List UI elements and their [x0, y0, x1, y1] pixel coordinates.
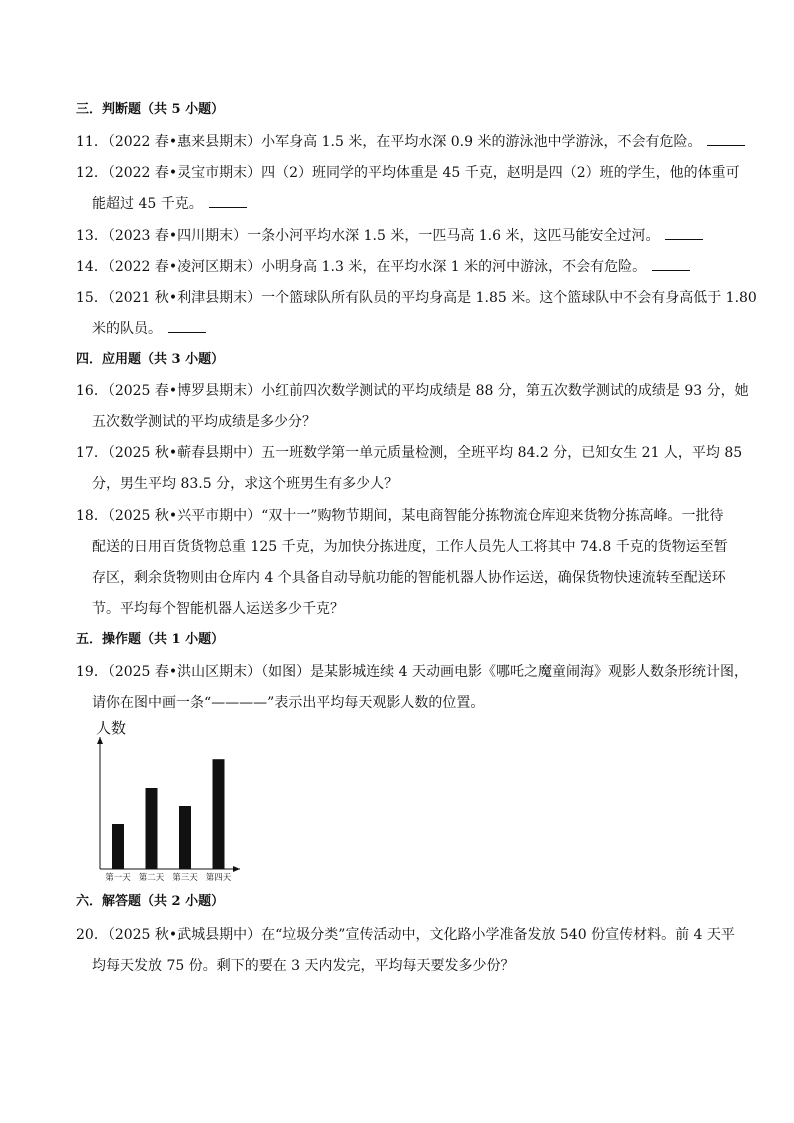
question-16-line-1: 16．（2025 春•博罗县期末）小红前四次数学测试的平均成绩是 88 分，第五次数学测试的成绩是 93 分，她 — [76, 383, 749, 399]
question-19-line-2: 请你在图中画一条“————”表示出平均每天观影人数的位置。 — [92, 695, 485, 711]
question-17-line-1: 17．（2025 秋•蕲春县期中）五一班数学第一单元质量检测，全班平均 84.2 分，已知女生 21 人，平均 85 — [76, 445, 743, 461]
question-18-line-4: 节。平均每个智能机器人运送多少千克？ — [92, 601, 344, 617]
question-15-text: 米的队员。 — [92, 321, 162, 337]
question-15-line-1: 15．（2021 秋•利津县期末）一个篮球队所有队员的平均身高是 1.85 米。这个篮球队中不会有身高低于 1.80 — [76, 290, 757, 306]
answer-blank-12[interactable] — [209, 195, 247, 208]
question-16-line-2: 五次数学测试的平均成绩是多少分？ — [92, 414, 316, 430]
question-17-line-2: 分，男生平均 83.5 分，求这个班男生有多少人？ — [92, 476, 399, 492]
section-title-apply: 四．应用题（共 3 小题） — [76, 352, 225, 367]
bar-chart-svg[interactable] — [86, 715, 256, 887]
question-11-text: 11．（2022 春•惠来县期末）小军身高 1.5 米，在平均水深 0.9 米的游泳池中学游泳，不会有危险。 — [76, 134, 702, 150]
x-tick-label-4: 第四天 — [205, 873, 232, 883]
question-18-line-2: 配送的日用百货货物总重 125 千克，为加快分拣进度，工作人员先人工将其中 74.8 千克的货物运至暂 — [92, 539, 728, 555]
question-20-line-2: 均每天发放 75 份。剩下的要在 3 天内发完，平均每天要发多少份？ — [92, 958, 515, 974]
bar-chart[interactable] — [86, 715, 256, 887]
answer-blank-11[interactable] — [707, 133, 745, 146]
question-15-line-2 — [92, 319, 206, 339]
section-title-solve: 六．解答题（共 2 小题） — [76, 894, 225, 909]
section-title-operate: 五．操作题（共 1 小题） — [76, 632, 225, 647]
answer-blank-14[interactable] — [652, 258, 690, 271]
x-tick-label-3: 第三天 — [172, 873, 198, 883]
y-axis-arrow-icon — [97, 737, 103, 744]
bar-4[interactable] — [213, 759, 225, 869]
answer-blank-15[interactable] — [168, 320, 206, 333]
question-13 — [76, 226, 703, 246]
x-tick-label-1: 第一天 — [105, 873, 131, 883]
question-19-line-1: 19．（2025 春•洪山区期末）（如图）是某影城连续 4 天动画电影《哪吒之魔童闹海》观影人数条形统计图， — [76, 664, 748, 680]
question-20-line-1: 20．（2025 秋•武城县期中）在“垃圾分类”宣传活动中，文化路小学准备发放 540 份宣传材料。前 4 天平 — [76, 927, 735, 943]
bar-2[interactable] — [146, 788, 158, 869]
x-tick-label-2: 第二天 — [138, 873, 165, 883]
question-12-line-2 — [92, 194, 247, 214]
question-12-text: 能超过 45 千克。 — [92, 196, 203, 212]
question-12-line-1: 12．（2022 春•灵宝市期末）四（2）班同学的平均体重是 45 千克，赵明是四（2）班的学生，他的体重可 — [76, 165, 740, 181]
bar-3[interactable] — [179, 806, 191, 869]
question-18-line-3: 存区，剩余货物则由仓库内 4 个具备自动导航功能的智能机器人协作运送，确保货物快速流转至配送环 — [92, 570, 726, 586]
question-13-text: 13．（2023 春•四川期末）一条小河平均水深 1.5 米，一匹马高 1.6 米，这匹马能安全过河。 — [76, 228, 660, 244]
answer-blank-13[interactable] — [665, 227, 703, 240]
section-title-judge: 三．判断题（共 5 小题） — [76, 102, 225, 117]
question-14-text: 14．（2022 春•凌河区期末）小明身高 1.3 米，在平均水深 1 米的河中游泳，不会有危险。 — [76, 259, 647, 275]
x-axis-arrow-icon — [233, 866, 240, 872]
bar-1[interactable] — [112, 824, 124, 869]
question-14 — [76, 257, 690, 277]
question-18-line-1: 18．（2025 秋•兴平市期中）“双十一”购物节期间，某电商智能分拣物流仓库迎来货物分拣高峰。一批待 — [76, 508, 724, 524]
y-axis-label: 人数 — [96, 719, 127, 737]
question-11 — [76, 132, 745, 152]
